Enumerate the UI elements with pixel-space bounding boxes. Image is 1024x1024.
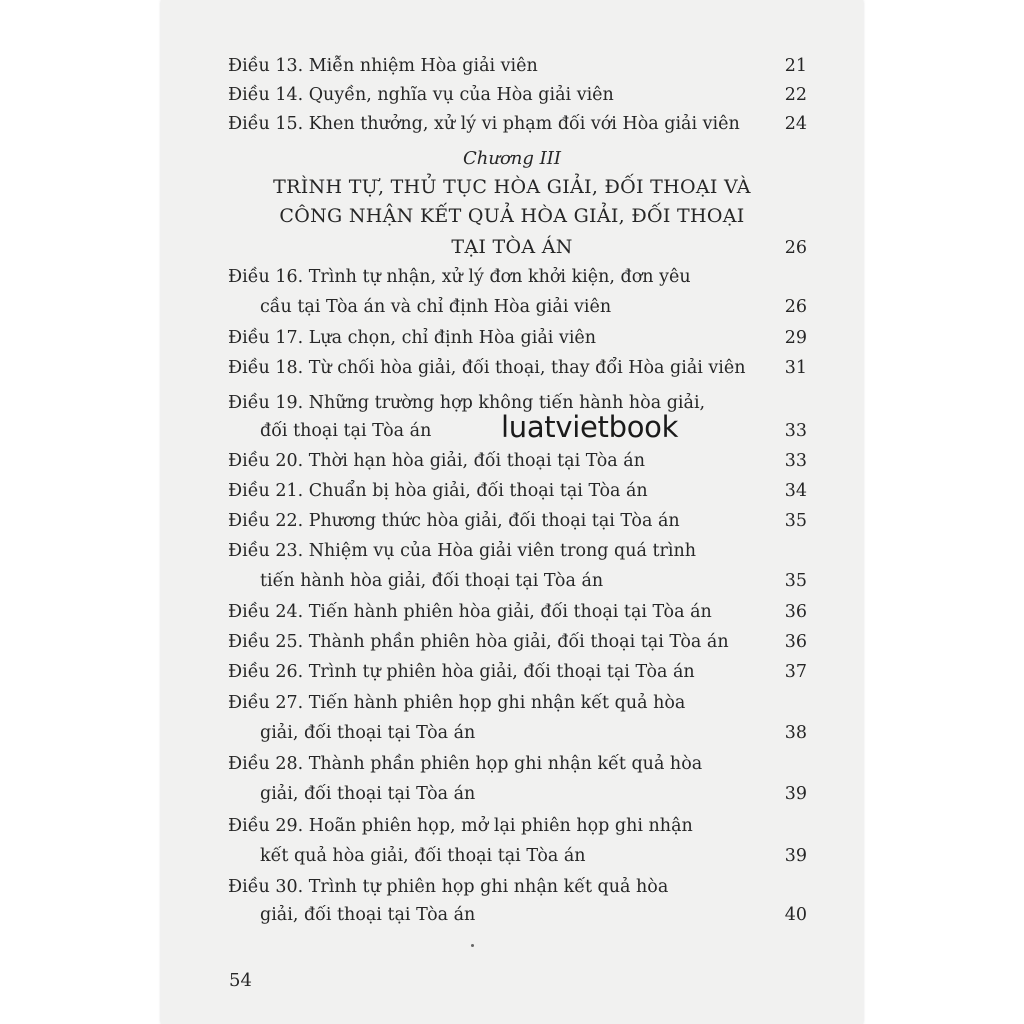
toc-entry-28 [228,753,807,775]
toc-entry-text: Điều 20. Thời hạn hòa giải, đối thoại tại Tòa án [228,451,646,471]
toc-entry-text: cầu tại Tòa án và chỉ định Hòa giải viên [260,297,612,317]
toc-entry-text: giải, đối thoại tại Tòa án [260,723,476,743]
toc-entry-23 [228,540,807,562]
toc-entry-page: 29 [784,328,807,348]
toc-entry-text: Điều 17. Lựa chọn, chỉ định Hòa giải viên [228,328,597,348]
toc-entry-text: Điều 21. Chuẩn bị hòa giải, đối thoại tại Tòa án [228,481,648,501]
toc-entry-17 [228,327,807,349]
toc-entry-16 [228,266,807,288]
chapter-page: 26 [784,238,807,258]
toc-entry-text: Điều 15. Khen thưởng, xử lý vi phạm đối với Hòa giải viên [228,114,740,134]
toc-entry-16-cont [260,296,807,318]
toc-entry-27-cont [260,722,807,744]
chapter-page-row [228,237,807,259]
toc-entry-23-cont [260,570,807,592]
toc-entry-page: 36 [784,602,807,622]
toc-entry-text: Điều 30. Trình tự phiên họp ghi nhận kết quả hòa [228,877,669,897]
toc-entry-text: giải, đối thoại tại Tòa án [260,905,476,925]
toc-entry-text: Điều 22. Phương thức hòa giải, đối thoại tại Tòa án [228,511,680,531]
toc-entry-28-cont [260,783,807,805]
toc-entry-30-cont [260,904,807,926]
toc-entry-text: Điều 13. Miễn nhiệm Hòa giải viên [228,56,538,76]
toc-entry-text: Điều 25. Thành phần phiên hòa giải, đối thoại tại Tòa án [228,632,729,652]
toc-entry-page: 22 [784,85,807,105]
toc-entry-24 [228,601,807,623]
toc-entry-page: 21 [784,56,807,76]
toc-entry-page: 40 [784,905,807,925]
toc-entry-page: 39 [784,846,807,866]
toc-entry-page: 26 [784,297,807,317]
toc-entry-page: 33 [784,421,807,441]
toc-entry-29-cont [260,845,807,867]
toc-entry-14 [228,84,807,106]
toc-entry-page: 38 [784,723,807,743]
chapter-title-line-3: TẠI TÒA ÁN [451,236,573,258]
toc-entry-20 [228,450,807,472]
toc-entry-page: 35 [784,571,807,591]
toc-entry-text: Điều 28. Thành phần phiên họp ghi nhận kết quả hòa [228,754,703,774]
toc-entry-page: 36 [784,632,807,652]
toc-entry-30 [228,876,807,898]
toc-entry-text: Điều 16. Trình tự nhận, xử lý đơn khởi kiện, đơn yêu [228,267,691,287]
toc-entry-27 [228,692,807,714]
toc-entry-text: Điều 26. Trình tự phiên hòa giải, đối thoại tại Tòa án [228,662,695,682]
toc-entry-21 [228,480,807,502]
toc-entry-13 [228,55,807,77]
toc-entry-page: 34 [784,481,807,501]
toc-entry-26 [228,661,807,683]
toc-entry-text: Điều 24. Tiến hành phiên hòa giải, đối thoại tại Tòa án [228,602,712,622]
toc-entry-text: Điều 27. Tiến hành phiên họp ghi nhận kết quả hòa [228,693,686,713]
toc-entry-text: Điều 29. Hoãn phiên họp, mở lại phiên họp ghi nhận [228,816,693,836]
toc-entry-text: Điều 14. Quyền, nghĩa vụ của Hòa giải viên [228,85,614,105]
chapter-title-line-1: TRÌNH TỰ, THỦ TỤC HÒA GIẢI, ĐỐI THOẠI VÀ [273,176,751,198]
toc-entry-page: 39 [784,784,807,804]
toc-entry-text: Điều 19. Những trường hợp không tiến hành hòa giải, [228,393,706,413]
toc-entry-15 [228,113,807,135]
toc-entry-page: 31 [784,358,807,378]
watermark: luatvietbook [501,410,679,444]
toc-entry-text: kết quả hòa giải, đối thoại tại Tòa án [260,846,586,866]
toc-entry-25 [228,631,807,653]
toc-entry-page: 37 [784,662,807,682]
toc-entry-text: Điều 18. Từ chối hòa giải, đối thoại, thay đổi Hòa giải viên [228,358,746,378]
toc-entry-text: đối thoại tại Tòa án [260,421,432,441]
toc-entry-29 [228,815,807,837]
chapter-title-line-2: CÔNG NHẬN KẾT QUẢ HÒA GIẢI, ĐỐI THOẠI [279,205,745,227]
toc-entry-text: tiến hành hòa giải, đối thoại tại Tòa án [260,571,604,591]
page-number: 54 [229,970,252,991]
toc-entry-page: 24 [784,114,807,134]
ink-speck [471,944,474,947]
book-page [161,0,863,1024]
toc-entry-page: 35 [784,511,807,531]
toc-entry-text: Điều 23. Nhiệm vụ của Hòa giải viên trong quá trình [228,541,697,561]
chapter-label: Chương III [463,148,561,169]
toc-entry-text: giải, đối thoại tại Tòa án [260,784,476,804]
toc-entry-18 [228,357,807,379]
toc-entry-22 [228,510,807,532]
toc-entry-page: 33 [784,451,807,471]
